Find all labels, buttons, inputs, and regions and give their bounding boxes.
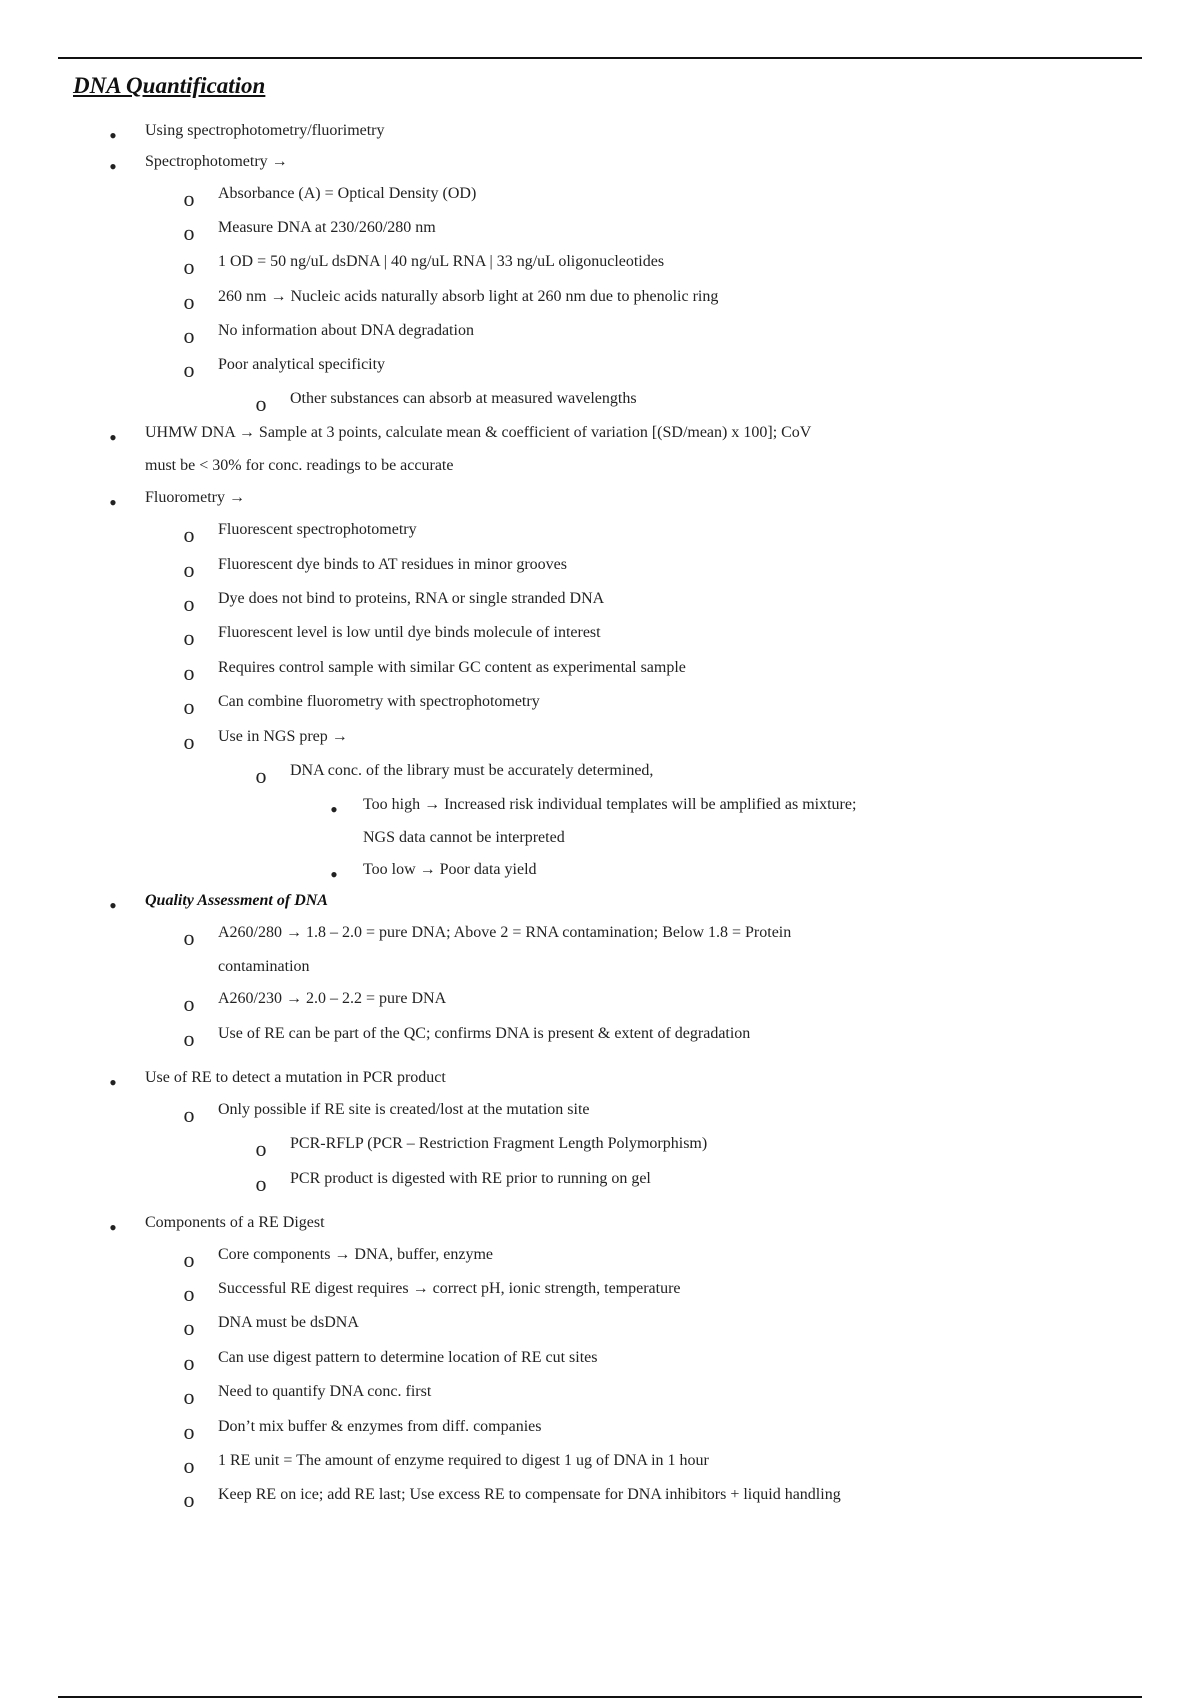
hollow-bullet-icon: o [255, 1136, 267, 1161]
hollow-bullet-icon: o [183, 991, 195, 1016]
list-item [0, 253, 1200, 281]
list-item [0, 122, 1200, 150]
list-item-text: NGS data cannot be interpreted [363, 829, 565, 846]
hollow-bullet-icon: o [183, 186, 195, 211]
list-item [0, 322, 1200, 350]
list-item-text: Fluorescent spectrophotometry [218, 521, 417, 538]
list-item [0, 1246, 1200, 1274]
list-item-text: Successful RE digest requires → correct pH, ionic strength, temperature [218, 1280, 681, 1297]
list-item-text: contamination [218, 958, 310, 975]
list-item [0, 590, 1200, 618]
hollow-bullet-icon: o [183, 625, 195, 650]
list-item-text: DNA must be dsDNA [218, 1314, 359, 1331]
hollow-bullet-icon: o [183, 1384, 195, 1409]
bottom-rule [58, 1696, 1142, 1698]
hollow-bullet-icon: o [183, 1419, 195, 1444]
list-item-text: PCR product is digested with RE prior to running on gel [290, 1170, 651, 1187]
hollow-bullet-icon: o [255, 1171, 267, 1196]
list-item-text: 1 RE unit = The amount of enzyme required to digest 1 ug of DNA in 1 hour [218, 1452, 709, 1469]
list-item [0, 1314, 1200, 1342]
list-item [0, 288, 1200, 316]
bullet-icon: • [330, 797, 338, 822]
list-item-text: Only possible if RE site is created/lost at the mutation site [218, 1101, 590, 1118]
list-item-text: Use of RE can be part of the QC; confirms DNA is present & extent of degradation [218, 1025, 751, 1042]
bullet-icon: • [109, 490, 117, 515]
list-item-text: Use of RE to detect a mutation in PCR product [145, 1069, 446, 1086]
list-item [0, 1025, 1200, 1053]
list-item-text: 1 OD = 50 ng/uL dsDNA | 40 ng/uL RNA | 33 ng/uL oligonucleotides [218, 253, 665, 270]
list-item [0, 892, 1200, 920]
hollow-bullet-icon: o [255, 391, 267, 416]
list-item [0, 185, 1200, 213]
list-item [0, 1418, 1200, 1446]
bullet-icon: • [109, 154, 117, 179]
bullet-icon: • [109, 1070, 117, 1095]
list-item [0, 924, 1200, 952]
hollow-bullet-icon: o [183, 323, 195, 348]
list-item [0, 219, 1200, 247]
list-item-text: Core components → DNA, buffer, enzyme [218, 1246, 493, 1263]
bullet-icon: • [330, 862, 338, 887]
list-item-text: 260 nm → Nucleic acids naturally absorb light at 260 nm due to phenolic ring [218, 288, 719, 305]
list-item [0, 556, 1200, 584]
list-item-text: A260/230 → 2.0 – 2.2 = pure DNA [218, 990, 447, 1007]
list-item [0, 796, 1200, 824]
list-item [0, 1452, 1200, 1480]
list-item-text: Too low → Poor data yield [363, 861, 537, 878]
hollow-bullet-icon: o [183, 1281, 195, 1306]
list-item-text: Quality Assessment of DNA [145, 892, 328, 909]
list-item-text: Keep RE on ice; add RE last; Use excess RE to compensate for DNA inhibitors + liquid handling [218, 1486, 841, 1503]
list-item [0, 762, 1200, 790]
list-item [0, 958, 1200, 986]
list-item [0, 624, 1200, 652]
list-item-text: PCR-RFLP (PCR – Restriction Fragment Length Polymorphism) [290, 1135, 708, 1152]
list-item-text: Can use digest pattern to determine location of RE cut sites [218, 1349, 598, 1366]
bullet-icon: • [109, 123, 117, 148]
hollow-bullet-icon: o [183, 1487, 195, 1512]
list-item [0, 153, 1200, 181]
list-item-text: Fluorescent level is low until dye binds molecule of interest [218, 624, 601, 641]
list-item-text: Need to quantify DNA conc. first [218, 1383, 432, 1400]
hollow-bullet-icon: o [183, 1315, 195, 1340]
list-item-text: must be < 30% for conc. readings to be accurate [145, 457, 454, 474]
hollow-bullet-icon: o [183, 1350, 195, 1375]
list-item-text: Fluorescent dye binds to AT residues in minor grooves [218, 556, 567, 573]
list-item [0, 1383, 1200, 1411]
bullet-icon: • [109, 425, 117, 450]
list-item-text: Requires control sample with similar GC content as experimental sample [218, 659, 686, 676]
list-item-text: Don’t mix buffer & enzymes from diff. companies [218, 1418, 542, 1435]
hollow-bullet-icon: o [255, 763, 267, 788]
list-item-text: UHMW DNA → Sample at 3 points, calculate mean & coefficient of variation [(SD/mean) x 100]; CoV [145, 424, 812, 441]
list-item [0, 1135, 1200, 1163]
list-item [0, 1101, 1200, 1129]
list-item [0, 1214, 1200, 1242]
hollow-bullet-icon: o [183, 289, 195, 314]
list-item-text: Can combine fluorometry with spectrophotometry [218, 693, 540, 710]
list-item-text: DNA conc. of the library must be accurately determined, [290, 762, 654, 779]
hollow-bullet-icon: o [183, 254, 195, 279]
hollow-bullet-icon: o [183, 1247, 195, 1272]
list-item [0, 1280, 1200, 1308]
list-item [0, 1170, 1200, 1198]
hollow-bullet-icon: o [183, 522, 195, 547]
list-item [0, 990, 1200, 1018]
list-item-text: No information about DNA degradation [218, 322, 474, 339]
list-item [0, 861, 1200, 889]
hollow-bullet-icon: o [183, 694, 195, 719]
list-item-text: Using spectrophotometry/fluorimetry [145, 122, 385, 139]
bullet-icon: • [109, 893, 117, 918]
list-item-text: Other substances can absorb at measured wavelengths [290, 390, 637, 407]
list-item [0, 1349, 1200, 1377]
list-item-text: Fluorometry → [145, 489, 245, 506]
hollow-bullet-icon: o [183, 357, 195, 382]
hollow-bullet-icon: o [183, 729, 195, 754]
list-item [0, 521, 1200, 549]
hollow-bullet-icon: o [183, 660, 195, 685]
hollow-bullet-icon: o [183, 557, 195, 582]
list-item [0, 1069, 1200, 1097]
hollow-bullet-icon: o [183, 591, 195, 616]
page-title: DNA Quantification [73, 73, 266, 98]
list-item [0, 728, 1200, 756]
list-item-text: Use in NGS prep → [218, 728, 348, 745]
list-item [0, 390, 1200, 418]
list-item [0, 1486, 1200, 1514]
hollow-bullet-icon: o [183, 925, 195, 950]
list-item-text: A260/280 → 1.8 – 2.0 = pure DNA; Above 2 = RNA contamination; Below 1.8 = Protein [218, 924, 792, 941]
hollow-bullet-icon: o [183, 1026, 195, 1051]
list-item [0, 424, 1200, 452]
list-item [0, 356, 1200, 384]
list-item-text: Dye does not bind to proteins, RNA or single stranded DNA [218, 590, 605, 607]
list-item-text: Too high → Increased risk individual templates will be amplified as mixture; [363, 796, 857, 813]
list-item-text: Poor analytical specificity [218, 356, 386, 373]
list-item [0, 829, 1200, 857]
list-item-text: Absorbance (A) = Optical Density (OD) [218, 185, 477, 202]
list-item-text: Spectrophotometry → [145, 153, 288, 170]
hollow-bullet-icon: o [183, 1102, 195, 1127]
top-rule [58, 57, 1142, 59]
list-item-text: Measure DNA at 230/260/280 nm [218, 219, 436, 236]
hollow-bullet-icon: o [183, 220, 195, 245]
list-item [0, 489, 1200, 517]
list-item [0, 659, 1200, 687]
list-item [0, 457, 1200, 485]
bullet-icon: • [109, 1215, 117, 1240]
list-item [0, 693, 1200, 721]
list-item-text: Components of a RE Digest [145, 1214, 325, 1231]
hollow-bullet-icon: o [183, 1453, 195, 1478]
